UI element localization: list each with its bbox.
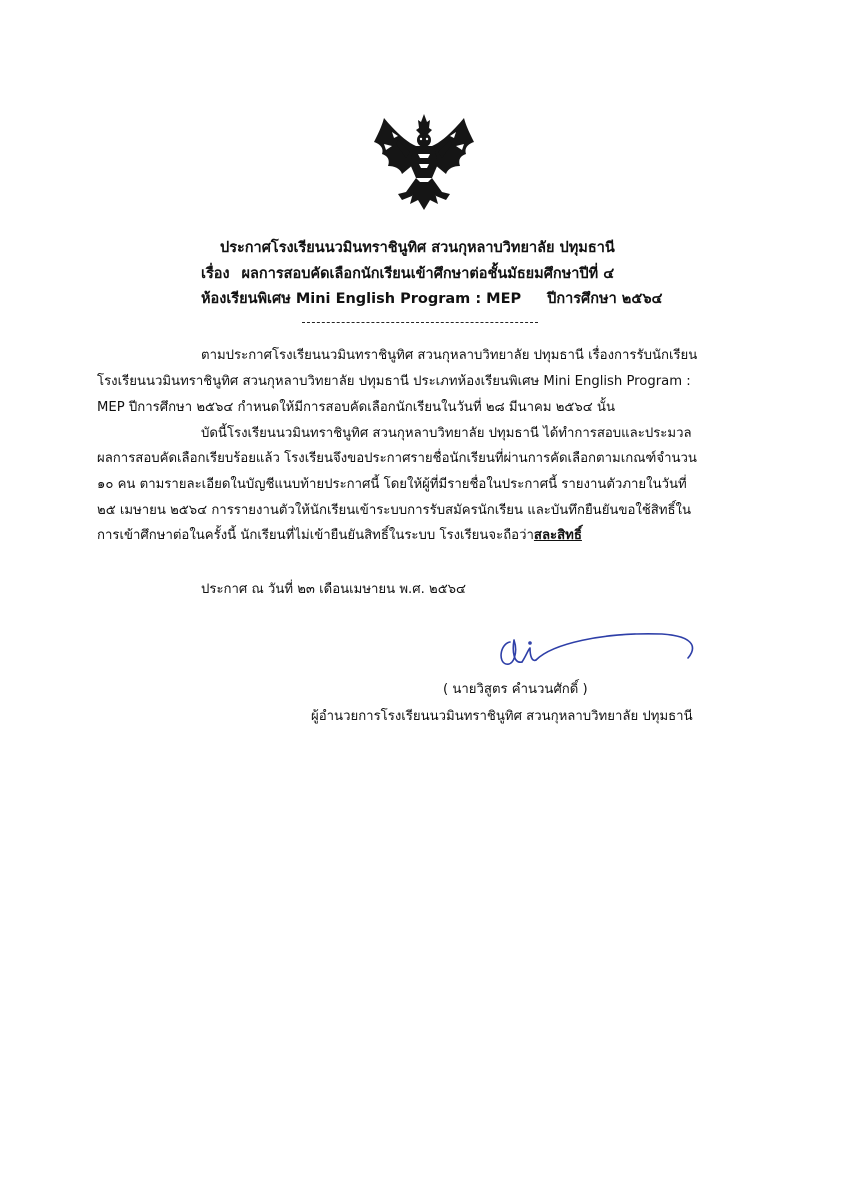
header-divider <box>302 322 538 323</box>
body-line: โรงเรียนนวมินทราชินูทิศ สวนกุหลาบวิทยาลัย ปทุมธานี ประเภทห้องเรียนพิเศษ Mini English Program : <box>97 374 691 389</box>
body-line: ๒๕ เมษายน ๒๕๖๔ การรายงานตัวให้นักเรียนเข้าระบบการรับสมัครนักเรียน และบันทึกยืนยันขอใช้สิทธิ์ใน <box>97 503 692 518</box>
announcement-program <box>201 287 663 310</box>
body-line: ๑๐ คน ตามรายละเอียดในบัญชีแนบท้ายประกาศนี้ โดยให้ผู้ที่มีรายชื่อในประกาศนี้ รายงานตัวภายในวันที่ <box>97 477 687 492</box>
body-line: ผลการสอบคัดเลือกเรียบร้อยแล้ว โรงเรียนจึงขอประกาศรายชื่อนักเรียนที่ผ่านการคัดเลือกตามเกณฑ์จำนวน <box>97 451 697 466</box>
subject-text: ผลการสอบคัดเลือกนักเรียนเข้าศึกษาต่อชั้นมัธยมศึกษาปีที่ ๔ <box>241 266 615 282</box>
body-line: ตามประกาศโรงเรียนนวมินทราชินูทิศ สวนกุหลาบวิทยาลัย ปทุมธานี เรื่องการรับนักเรียน <box>201 348 698 363</box>
body-line: MEP ปีการศึกษา ๒๕๖๔ กำหนดให้มีการสอบคัดเลือกนักเรียนในวันที่ ๒๘ มีนาคม ๒๕๖๔ นั้น <box>97 400 615 415</box>
signer-name: ( นายวิสูตร คำนวนศักดิ์ ) <box>443 682 588 697</box>
subject-label: เรื่อง <box>201 266 230 282</box>
academic-year: ปีการศึกษา ๒๕๖๔ <box>547 291 663 307</box>
body-line: บัดนี้โรงเรียนนวมินทราชินูทิศ สวนกุหลาบวิทยาลัย ปทุมธานี ได้ทำการสอบและประมวล <box>201 426 692 441</box>
signer-title: ผู้อำนวยการโรงเรียนนวมินทราชินูทิศ สวนกุหลาบวิทยาลัย ปทุมธานี <box>311 709 693 724</box>
announcement-subject <box>201 262 614 285</box>
body-line-final <box>97 524 582 545</box>
body-line: การเข้าศึกษาต่อในครั้งนี้ นักเรียนที่ไม่เข้ายืนยันสิทธิ์ในระบบ โรงเรียนจะถือว่า <box>97 528 534 543</box>
announcement-title: ประกาศโรงเรียนนวมินทราชินูทิศ สวนกุหลาบวิทยาลัย ปทุมธานี <box>220 240 615 256</box>
garuda-emblem-icon <box>372 112 476 212</box>
program-name: ห้องเรียนพิเศษ Mini English Program : MEP <box>201 291 522 307</box>
announcement-date: ประกาศ ณ วันที่ ๒๓ เดือนเมษายน พ.ศ. ๒๕๖๔ <box>201 582 467 597</box>
signature-icon <box>492 626 702 674</box>
forfeit-emphasis: สละสิทธิ์ <box>533 528 582 543</box>
